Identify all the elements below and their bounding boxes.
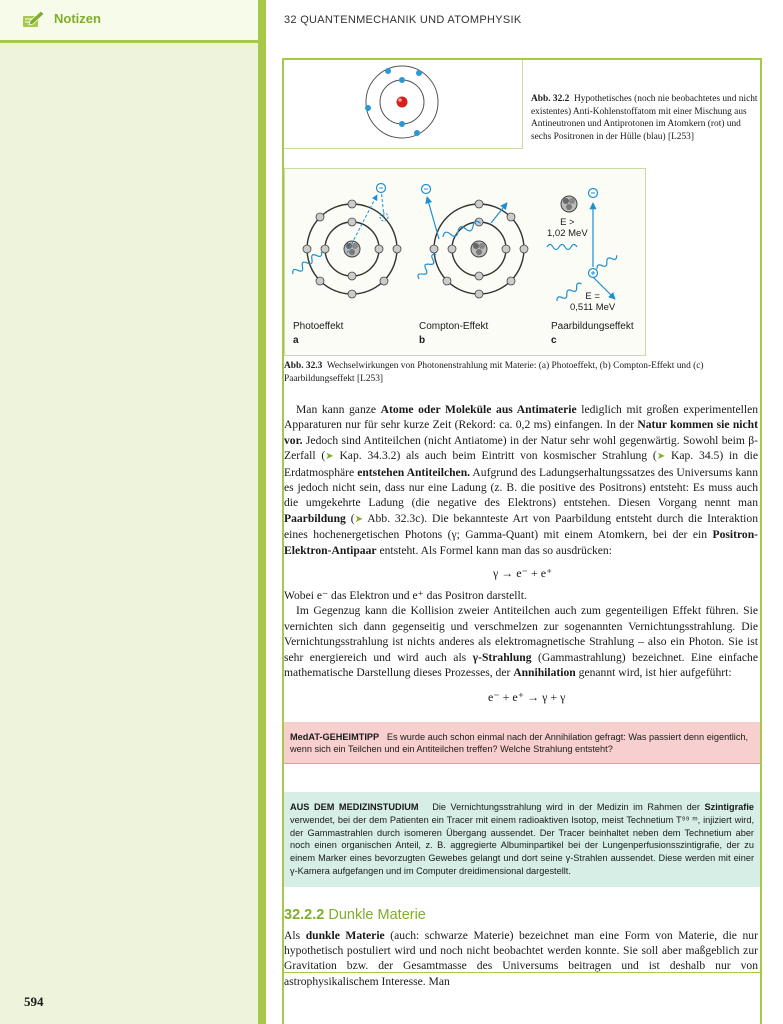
cross-reference-arrow-icon: ➤ xyxy=(354,513,363,525)
paragraph-antimatter: Man kann ganze Atome oder Moleküle aus Antimaterie lediglich mit großen experimentellen Apparaturen nur für sehr kurze Zeit (Rekord: ca. 0,2 ms) einfangen. In der Natur kommen sie nicht vor. Jedoch sind Antiteilchen (nicht Antiatome) in der Natur sehr wohl gegenwärtig. Sowohl beim β-Zerfall (➤ Kap. 34.3.2) als auch beim Eintritt von kosmischer Strahlung (➤ Kap. 34.5) in die Erdatmosphäre entstehen Antiteilchen. Aufgrund des Ladungserhaltungssatzes des Universums kann es jedoch nicht sein, dass nur eine Ladung (z. B. die positive des Positrons) entsteht: Es muss auch die umgekehrte Ladung (die negative des Elektrons) entstehen. Diesen Vorgang nennt man Paarbildung (➤ Abb. 32.3c). Die bekannteste Art von Paarbildung entsteht durch die Interaktion eines hochenergetischen Photons (γ; Gamma-Quant) mit einem Atomkern, bei der ein Positron-Elektron-Antipaar entsteht. Als Formel kann man das so ausdrücken: xyxy=(284,403,759,557)
figure-32-2-caption: Abb. 32.2 Hypothetisches (noch nie beobachtetes und nicht existentes) Anti-Kohlenstoffatom mit einer Mischung aus Antineutronen und Antiprotonen im Atomkern (rot) und sechs Positronen in der Hülle (blau) [L253] xyxy=(531,94,758,142)
cross-reference-arrow-icon: ➤ xyxy=(656,451,666,463)
figure-photon-interactions xyxy=(284,168,646,356)
tip-label: MedAT-GEHEIMTIPP xyxy=(290,732,380,742)
anti-carbon-atom-illustration xyxy=(284,60,522,148)
tip-text: Es wurde auch schon einmal nach der Annihilation gefragt: Was passiert denn eigentlich, wenn sich ein Teilchen und ein Antiteilchen treffen? Welche Strahlung entsteht? xyxy=(290,732,749,755)
paragraph-electron-positron: Wobei e⁻ das Elektron und e⁺ das Positron darstellt. xyxy=(284,589,527,602)
study-box-label: AUS DEM MEDIZINSTUDIUM xyxy=(290,802,419,812)
page-number: 594 xyxy=(24,994,44,1009)
cross-reference-arrow-icon: ➤ xyxy=(325,451,334,463)
running-head: 32 QUANTENMECHANIK UND ATOMPHYSIK xyxy=(284,14,522,26)
panel-a-letter: a xyxy=(293,335,299,346)
pair-production-diagram xyxy=(547,189,618,304)
panel-c-letter: c xyxy=(551,335,557,346)
figure-anti-carbon-atom xyxy=(284,60,523,149)
bottom-divider xyxy=(284,972,760,973)
photoeffect-atom xyxy=(291,184,401,299)
panel-b-letter: b xyxy=(419,335,426,346)
formula-pair-production: γ → e⁻ + e⁺ xyxy=(493,566,553,580)
notes-title: Notizen xyxy=(54,11,101,26)
energy-rest-mass-label: E = 0,511 MeV xyxy=(570,291,616,313)
compton-atom xyxy=(417,185,528,299)
panel-a-title: Photoeffekt xyxy=(293,321,344,332)
paragraph-annihilation: Im Gegenzug kann die Kollision zweier Antiteilchen auch zum gegenteiligen Effekt führen. Sie vernichten sich dann gegenseitig und verschmelzen zur sogenannten Vernichtungsstrahlung. Die Vernichtungsstrahlung ist nichts anderes als elektromagnetische Strahlung – also ein Photon. Sie ist sehr energiereich und wird auch als γ-Strahlung (Gammastrahlung) bezeichnet. Eine einfache mathematische Darstellung dieses Prozesses, der Annihilation genannt wird, ist hier aufgeführt: xyxy=(284,604,758,680)
link-kap-34-5[interactable]: Kap. 34.5 xyxy=(671,449,720,463)
link-kap-34-3-2[interactable]: Kap. 34.3.2 xyxy=(339,449,397,463)
panel-b-title: Compton-Effekt xyxy=(419,321,489,332)
energy-threshold-label: E > 1,02 MeV xyxy=(547,217,588,239)
notes-sidebar xyxy=(0,0,266,1024)
body-text xyxy=(284,402,758,558)
section-heading: 32.2.2 Dunkle Materie xyxy=(284,907,426,923)
figure-32-3-caption: Abb. 32.3 Wechselwirkungen von Photonenstrahlung mit Materie: (a) Photoeffekt, (b) Compton-Effekt und (c) Paarbildungseffekt [L253] xyxy=(284,361,704,384)
formula-annihilation: e⁻ + e⁺ → γ + γ xyxy=(488,690,566,704)
link-abb-32-3c[interactable]: Abb. 32.3c xyxy=(367,511,421,525)
medical-study-box: AUS DEM MEDIZINSTUDIUM Die Vernichtungsstrahlung wird in der Medizin im Rahmen der Szintigrafie verwendet, bei der dem Patienten ein Tracer mit einem radioaktiven Isotop, meist Technetium T⁹⁹ ᵐ, injiziert wird, der Gammastrahlen durch isomeren Übergang aussendet. Der Tracer beinhaltet neben dem Technetium aber noch einen organischen Anteil, z. B. aggregierte Albuminpartikel bei der Lungenperfusionsszintigrafie, der zu einem Marker eines bevorzugten Gewebes gelangt und dort seine γ-Strahlen aussendet. Diese werden mit einer γ-Kamera aufgefangen und im Computer dreidimensional dargestellt. xyxy=(284,792,760,887)
body-text-continued xyxy=(284,588,758,680)
pencil-notes-icon xyxy=(22,9,46,29)
section-body-text: Als dunkle Materie (auch: schwarze Materie) bezeichnet man eine Form von Materie, die nur hypothetisch postuliert wird und noch nicht beobachtet werden konnte. Sie soll aber maßgeblich zur Gravitation bzw. der Gesamtmasse des Universums beitragen und ist deshalb nur von astrophysikalischem Interesse. Man xyxy=(284,929,758,988)
notes-header xyxy=(0,0,258,43)
panel-c-title: Paarbildungseffekt xyxy=(551,321,634,332)
medat-tip-box xyxy=(284,722,760,764)
